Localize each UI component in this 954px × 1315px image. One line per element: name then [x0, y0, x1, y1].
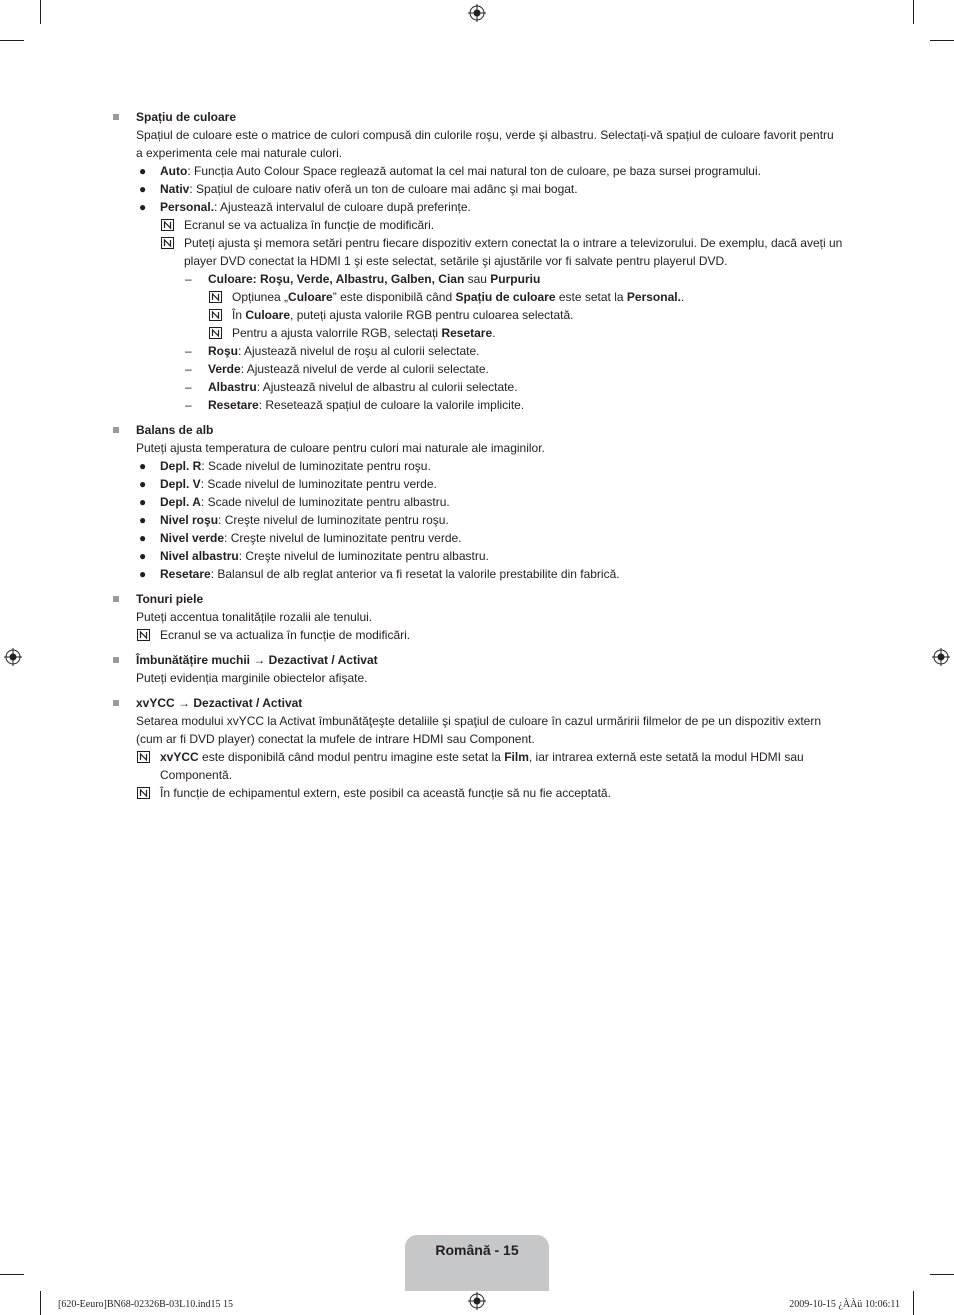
- crop-mark: [930, 1274, 954, 1275]
- dash-icon: –: [185, 380, 192, 394]
- list-item: ● Nativ: Spațiul de culoare nativ oferă un ton de culoare mai adânc şi mai bogat.: [139, 182, 578, 196]
- list-item: – Albastru: Ajustează nivelul de albastru al culorii selectate.: [185, 380, 518, 394]
- registration-mark-icon: [4, 648, 22, 666]
- square-bullet-icon: [113, 700, 119, 706]
- crop-mark: [913, 1291, 914, 1315]
- slug-left: [620-Eeuro]BN68-02326B-03L10.ind15 15: [58, 1299, 233, 1310]
- section-skin-tone: [113, 590, 843, 644]
- section-title: Tonuri piele: [136, 592, 204, 606]
- bullet-icon: ●: [139, 549, 147, 563]
- section-title: Spațiu de culoare: [136, 110, 237, 124]
- list-item: – Culoare: Roşu, Verde, Albastru, Galben, Cian sau Purpuriu: [185, 272, 541, 286]
- section-white-balance: [113, 421, 843, 583]
- list-item: ● Nivel roşu: Creşte nivelul de luminozitate pentru roşu.: [139, 513, 449, 527]
- section-xvycc: [113, 694, 843, 802]
- slug-right: 2009-10-15 ¿ÀÀü 10:06:11: [789, 1299, 900, 1310]
- square-bullet-icon: [113, 596, 119, 602]
- note: În funcție de echipamentul extern, este posibil ca această funcție să nu fie acceptată.: [136, 784, 843, 802]
- list-item: ● Auto: Funcția Auto Colour Space reglează automat la cel mai natural ton de culoare, pe baza sursei programului.: [139, 164, 761, 178]
- bullet-icon: ●: [139, 200, 147, 214]
- note-icon: [209, 327, 222, 339]
- section-intro: Spațiul de culoare este o matrice de culori compusă din culorile roşu, verde şi albastru. Selectați-vă spațiul de culoare favorit pentru a experimenta cele mai naturale culori.: [136, 128, 834, 160]
- section-intro: Puteți evidenția marginile obiectelor afişate.: [136, 671, 368, 685]
- note: Ecranul se va actualiza în funcție de modificări.: [136, 626, 843, 644]
- list-item: ● Depl. A: Scade nivelul de luminozitate pentru albastru.: [139, 495, 450, 509]
- list-item: ● Personal.: Ajustează intervalul de culoare după preferințe.: [139, 200, 471, 214]
- crop-mark: [930, 40, 954, 41]
- bullet-icon: ●: [139, 531, 147, 545]
- note: Opțiunea „Culoare” este disponibilă când Spațiu de culoare este setat la Personal..: [208, 288, 843, 306]
- bullet-icon: ●: [139, 459, 147, 473]
- section-intro: Puteți accentua tonalitățile rozalii ale tenului.: [136, 610, 373, 624]
- dash-icon: –: [185, 362, 192, 376]
- dash-icon: –: [185, 344, 192, 358]
- section-intro: Setarea modului xvYCC la Activat îmbunătăţeşte detaliile şi spaţiul de culoare în cazul urmăririi filmelor de pe un dispozitiv extern (cum ar fi DVD player) conectat la mufele de intrare HDMI sau Component.: [136, 714, 821, 746]
- crop-mark: [40, 1291, 41, 1315]
- note-icon: [137, 629, 150, 641]
- note-icon: [161, 219, 174, 231]
- dash-icon: –: [185, 272, 192, 286]
- note-icon: [209, 309, 222, 321]
- crop-mark: [913, 0, 914, 24]
- square-bullet-icon: [113, 114, 119, 120]
- page-number-tab: [405, 1235, 549, 1291]
- note: Puteți ajusta şi memora setări pentru fiecare dispozitiv extern conectat la o intrare a televizorului. De exemplu, dacă aveți un player DVD conectat la HDMI 1 şi este selectat, setările şi ajustările vor fi salvate pentru playerul DVD.: [160, 234, 843, 270]
- section-title: Balans de alb: [136, 423, 214, 437]
- square-bullet-icon: [113, 427, 119, 433]
- note-icon: [137, 751, 150, 763]
- registration-mark-icon: [932, 648, 950, 666]
- list-item: – Roşu: Ajustează nivelul de roşu al culorii selectate.: [185, 344, 480, 358]
- bullet-icon: ●: [139, 477, 147, 491]
- crop-mark: [40, 0, 41, 24]
- note-icon: [161, 237, 174, 249]
- manual-content: [113, 108, 843, 809]
- note: Ecranul se va actualiza în funcție de modificări.: [160, 216, 843, 234]
- list-item: – Verde: Ajustează nivelul de verde al culorii selectate.: [185, 362, 489, 376]
- section-title: Îmbunătățire muchii → Dezactivat / Activat: [136, 653, 378, 667]
- list-item: ● Nivel verde: Creşte nivelul de luminozitate pentru verde.: [139, 531, 462, 545]
- note-icon: [137, 787, 150, 799]
- list-item: ● Depl. V: Scade nivelul de luminozitate pentru verde.: [139, 477, 437, 491]
- note: În Culoare, puteți ajusta valorile RGB pentru culoarea selectată.: [208, 306, 843, 324]
- note: xvYCC este disponibilă când modul pentru imagine este setat la Film, iar intrarea externă este setată la modul HDMI sau Componentă.: [136, 748, 843, 784]
- note-icon: [209, 291, 222, 303]
- bullet-icon: ●: [139, 567, 147, 581]
- registration-mark-icon: [468, 4, 486, 22]
- bullet-icon: ●: [139, 164, 147, 178]
- list-item: – Resetare: Resetează spațiul de culoare la valorile implicite.: [185, 398, 525, 412]
- dash-icon: –: [185, 398, 192, 412]
- square-bullet-icon: [113, 657, 119, 663]
- list-item: ● Nivel albastru: Creşte nivelul de luminozitate pentru albastru.: [139, 549, 489, 563]
- registration-mark-icon: [468, 1292, 486, 1310]
- bullet-icon: ●: [139, 513, 147, 527]
- section-intro: Puteți ajusta temperatura de culoare pentru culori mai naturale ale imaginilor.: [136, 441, 545, 455]
- bullet-icon: ●: [139, 182, 147, 196]
- bullet-icon: ●: [139, 495, 147, 509]
- crop-mark: [0, 1274, 24, 1275]
- section-color-space: [113, 108, 843, 414]
- section-edge-enhancement: [113, 651, 843, 687]
- page-number: Română - 15: [435, 1242, 519, 1258]
- list-item: ● Depl. R: Scade nivelul de luminozitate pentru roşu.: [139, 459, 431, 473]
- crop-mark: [0, 40, 24, 41]
- list-item: ● Resetare: Balansul de alb reglat anterior va fi resetat la valorile prestabilite din fabrică.: [139, 567, 620, 581]
- section-title: xvYCC → Dezactivat / Activat: [136, 696, 303, 710]
- note: Pentru a ajusta valorrile RGB, selectați Resetare.: [208, 324, 843, 342]
